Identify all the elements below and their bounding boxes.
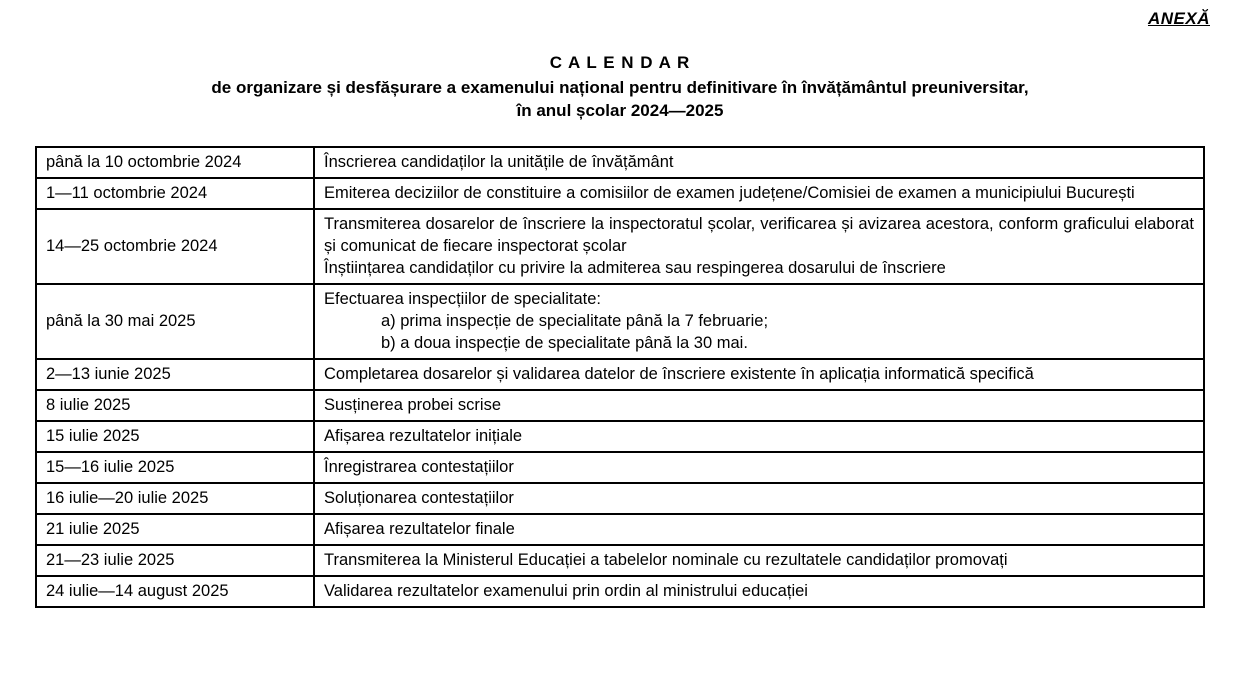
- page-subtitle-line2: în anul școlar 2024—2025: [516, 101, 724, 120]
- activity-paragraph: Afișarea rezultatelor finale: [324, 520, 515, 538]
- table-row: [36, 483, 1204, 514]
- page-title: C A L E N D A R: [549, 53, 691, 72]
- activity-cell: [314, 209, 1204, 284]
- table-row: [36, 514, 1204, 545]
- activity-paragraph: Afișarea rezultatelor inițiale: [324, 427, 523, 445]
- activity-paragraph: Transmiterea la Ministerul Educației a tabelelor nominale cu rezultatele candidaților promovați: [324, 551, 1008, 569]
- calendar-table-body: [36, 147, 1204, 607]
- activity-cell: [314, 359, 1204, 390]
- activity-cell: [314, 390, 1204, 421]
- date-cell: 2—13 iunie 2025: [36, 359, 314, 390]
- date-cell: 8 iulie 2025: [36, 390, 314, 421]
- annex-label: ANEXĂ: [1147, 9, 1210, 28]
- activity-paragraph: Înscrierea candidaților la unitățile de învățământ: [324, 153, 674, 171]
- activity-cell: [314, 545, 1204, 576]
- table-row: [36, 576, 1204, 607]
- date-cell: 15—16 iulie 2025: [36, 452, 314, 483]
- activity-paragraph: Efectuarea inspecțiilor de specialitate:: [324, 290, 601, 308]
- table-row: [36, 284, 1204, 359]
- activity-paragraph: Emiterea deciziilor de constituire a comisiilor de examen județene/Comisiei de examen a municipiului București: [324, 184, 1135, 202]
- activity-paragraph: Transmiterea dosarelor de înscriere la inspectoratul școlar, verificarea și avizarea acestora, conform graficului elaborat și comunicat de fiecare inspectorat școlar: [324, 215, 1194, 255]
- table-row: [36, 421, 1204, 452]
- activity-cell: [314, 421, 1204, 452]
- activity-paragraph: Înregistrarea contestațiilor: [324, 458, 514, 476]
- date-cell: 16 iulie—20 iulie 2025: [36, 483, 314, 514]
- table-row: [36, 178, 1204, 209]
- annex-label-row: [0, 0, 1240, 29]
- activity-cell: [314, 147, 1204, 178]
- title-block: [0, 51, 1240, 122]
- date-cell: 21 iulie 2025: [36, 514, 314, 545]
- activity-cell: [314, 576, 1204, 607]
- table-row: [36, 452, 1204, 483]
- activity-paragraph: Validarea rezultatelor examenului prin ordin al ministrului educației: [324, 582, 808, 600]
- calendar-table: [35, 146, 1205, 608]
- date-cell: 21—23 iulie 2025: [36, 545, 314, 576]
- table-row: [36, 359, 1204, 390]
- table-row: [36, 209, 1204, 284]
- activity-subitem: b) a doua inspecție de specialitate până la 30 mai.: [381, 334, 748, 352]
- page-subtitle-line1: de organizare și desfășurare a examenului național pentru definitivare în învățământul preuniversitar,: [211, 78, 1029, 97]
- date-cell: 14—25 octombrie 2024: [36, 209, 314, 284]
- activity-cell: [314, 284, 1204, 359]
- table-row: [36, 390, 1204, 421]
- activity-paragraph: Completarea dosarelor și validarea datelor de înscriere existente în aplicația informatică specifică: [324, 365, 1034, 383]
- activity-cell: [314, 178, 1204, 209]
- activity-paragraph: Susținerea probei scrise: [324, 396, 502, 414]
- activity-cell: [314, 483, 1204, 514]
- date-cell: până la 30 mai 2025: [36, 284, 314, 359]
- table-row: [36, 545, 1204, 576]
- activity-cell: [314, 452, 1204, 483]
- activity-subitem: a) prima inspecție de specialitate până la 7 februarie;: [381, 312, 769, 330]
- date-cell: 1—11 octombrie 2024: [36, 178, 314, 209]
- date-cell: 24 iulie—14 august 2025: [36, 576, 314, 607]
- date-cell: până la 10 octombrie 2024: [36, 147, 314, 178]
- activity-cell: [314, 514, 1204, 545]
- activity-paragraph: Soluționarea contestațiilor: [324, 489, 514, 507]
- table-row: [36, 147, 1204, 178]
- date-cell: 15 iulie 2025: [36, 421, 314, 452]
- activity-paragraph: Înștiințarea candidaților cu privire la admiterea sau respingerea dosarului de înscriere: [324, 259, 946, 277]
